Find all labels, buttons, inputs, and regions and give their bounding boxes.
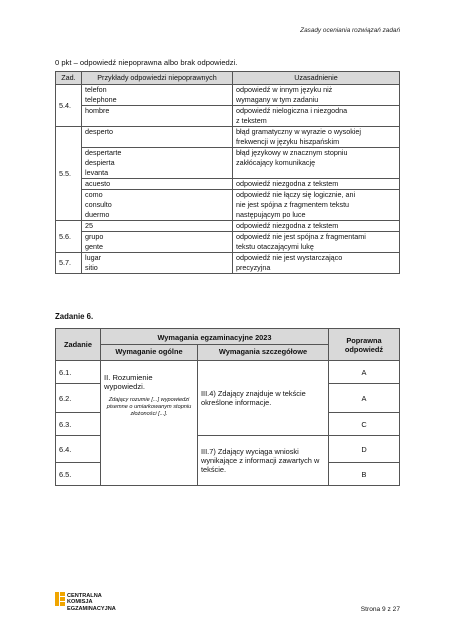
justification-line: odpowiedź nie łączy się logicznie, ani bbox=[236, 190, 356, 199]
justification bbox=[233, 148, 400, 179]
example-answers bbox=[82, 179, 233, 190]
justification bbox=[233, 179, 400, 190]
example-answer: consulto bbox=[85, 200, 112, 209]
example-answer: lugar bbox=[85, 253, 101, 262]
justification-line: nie jest spójna z fragmentem tekstu bbox=[236, 200, 350, 209]
example-answer: grupo bbox=[85, 232, 104, 241]
justification-line: błąd językowy w znacznym stopniu bbox=[236, 148, 348, 157]
correct-answer: B bbox=[329, 463, 400, 486]
justification-line: odpowiedź nie jest wystarczająco bbox=[236, 253, 343, 262]
logo-line: KOMISJA bbox=[67, 599, 93, 606]
example-answer: despierta bbox=[85, 158, 115, 167]
general-requirement: II. Rozumienie wypowiedzi. bbox=[104, 373, 153, 391]
table-row bbox=[56, 232, 400, 253]
col-wymagania: Wymagania egzaminacyjne 2023 bbox=[101, 329, 329, 345]
justification-line: odpowiedź nielogiczna i niezgodna bbox=[236, 106, 348, 115]
justification-line: odpowiedź nie jest spójna z fragmentami bbox=[236, 232, 366, 241]
cke-logo-text bbox=[67, 593, 116, 612]
justification bbox=[233, 85, 400, 106]
page-header: Zasady oceniania rozwiązań zadań bbox=[300, 27, 400, 34]
justification-line: odpowiedź w innym języku niż bbox=[236, 85, 333, 94]
col-zadanie: Zadanie bbox=[56, 329, 101, 361]
correct-answer: A bbox=[329, 361, 400, 384]
table-row bbox=[56, 106, 400, 127]
justification-line: zakłócający komunikację bbox=[236, 158, 316, 167]
example-answer: como bbox=[85, 190, 103, 199]
task6-title: Zadanie 6. bbox=[55, 312, 94, 321]
task6-table bbox=[55, 328, 400, 486]
col-ogolne: Wymaganie ogólne bbox=[101, 345, 198, 361]
example-answer: telephone bbox=[85, 95, 117, 104]
col-zad: Zad. bbox=[56, 72, 82, 85]
justification bbox=[233, 232, 400, 253]
task-id: 6.5. bbox=[56, 463, 101, 486]
example-answer: desperto bbox=[85, 127, 113, 136]
example-answers bbox=[82, 190, 233, 221]
table-row bbox=[56, 221, 400, 232]
justification-line: następującym po luce bbox=[236, 210, 306, 219]
table-row bbox=[56, 127, 400, 148]
task-id: 6.4. bbox=[56, 436, 101, 463]
correct-answer: D bbox=[329, 436, 400, 463]
table-row bbox=[56, 179, 400, 190]
col-reason: Uzasadnienie bbox=[233, 72, 400, 85]
example-answers bbox=[82, 253, 233, 274]
logo-line: CENTRALNA bbox=[67, 593, 102, 599]
example-answer: duermo bbox=[85, 210, 110, 219]
task-id: 6.1. bbox=[56, 361, 101, 384]
table-row bbox=[56, 148, 400, 179]
task-id: 6.3. bbox=[56, 413, 101, 436]
justification bbox=[233, 221, 400, 232]
justification-line: frekwencji w języku hiszpańskim bbox=[236, 137, 340, 146]
justification bbox=[233, 190, 400, 221]
justification-line: wymagany w tym zadaniu bbox=[236, 95, 319, 104]
example-answer: 25 bbox=[85, 221, 93, 230]
logo-line: EGZAMINACYJNA bbox=[67, 605, 116, 612]
example-answer: gente bbox=[85, 242, 103, 251]
example-answers bbox=[82, 85, 233, 106]
example-answers bbox=[82, 127, 233, 148]
example-answers bbox=[82, 232, 233, 253]
example-answer: sitio bbox=[85, 263, 98, 272]
task-number: 5.4. bbox=[56, 85, 82, 127]
table-row bbox=[56, 85, 400, 106]
justification-line: błąd gramatyczny w wyrazie o wysokiej bbox=[236, 127, 362, 136]
example-answer: levanta bbox=[85, 168, 109, 177]
task-number: 5.5. bbox=[56, 127, 82, 221]
correct-answer: C bbox=[329, 413, 400, 436]
example-answers bbox=[82, 106, 233, 127]
justification bbox=[233, 127, 400, 148]
col-szczegolowe: Wymagania szczegółowe bbox=[198, 345, 329, 361]
page-number: Strona 9 z 27 bbox=[360, 606, 400, 613]
correct-answer: A bbox=[329, 384, 400, 413]
justification-line: precyzyjna bbox=[236, 263, 271, 272]
justification-line: tekstu otaczającymi lukę bbox=[236, 242, 314, 251]
example-answer: despertarte bbox=[85, 148, 122, 157]
example-answer: acuesto bbox=[85, 179, 111, 188]
task-number: 5.7. bbox=[56, 253, 82, 274]
justification-line: odpowiedź niezgodna z tekstem bbox=[236, 221, 339, 230]
task-number: 5.6. bbox=[56, 221, 82, 253]
incorrect-answers-table bbox=[55, 71, 400, 274]
example-answers bbox=[82, 221, 233, 232]
general-requirement-note: Zdający rozumie [...] wypowiedzi pisemne o umiarkowanym stopniu złożoności [...]. bbox=[106, 397, 192, 417]
example-answer: telefon bbox=[85, 85, 107, 94]
table-row bbox=[56, 253, 400, 274]
example-answer: hombre bbox=[85, 106, 110, 115]
justification bbox=[233, 106, 400, 127]
detail-requirement: III.4) Zdający znajduje w tekście określone informacje. bbox=[198, 361, 329, 436]
justification-line: odpowiedź niezgodna z tekstem bbox=[236, 179, 339, 188]
detail-requirement: III.7) Zdający wyciąga wnioski wynikające z informacji zawartych w tekście. bbox=[198, 436, 329, 486]
justification bbox=[233, 253, 400, 274]
example-answers bbox=[82, 148, 233, 179]
col-poprawna: Poprawna odpowiedź bbox=[329, 329, 400, 361]
table-row bbox=[56, 190, 400, 221]
task-id: 6.2. bbox=[56, 384, 101, 413]
col-examples: Przykłady odpowiedzi niepoprawnych bbox=[82, 72, 233, 85]
intro-text: 0 pkt – odpowiedź niepoprawna albo brak odpowiedzi. bbox=[55, 58, 238, 67]
cke-logo-icon bbox=[55, 592, 65, 606]
justification-line: z tekstem bbox=[236, 116, 267, 125]
general-requirement-cell bbox=[101, 361, 198, 486]
